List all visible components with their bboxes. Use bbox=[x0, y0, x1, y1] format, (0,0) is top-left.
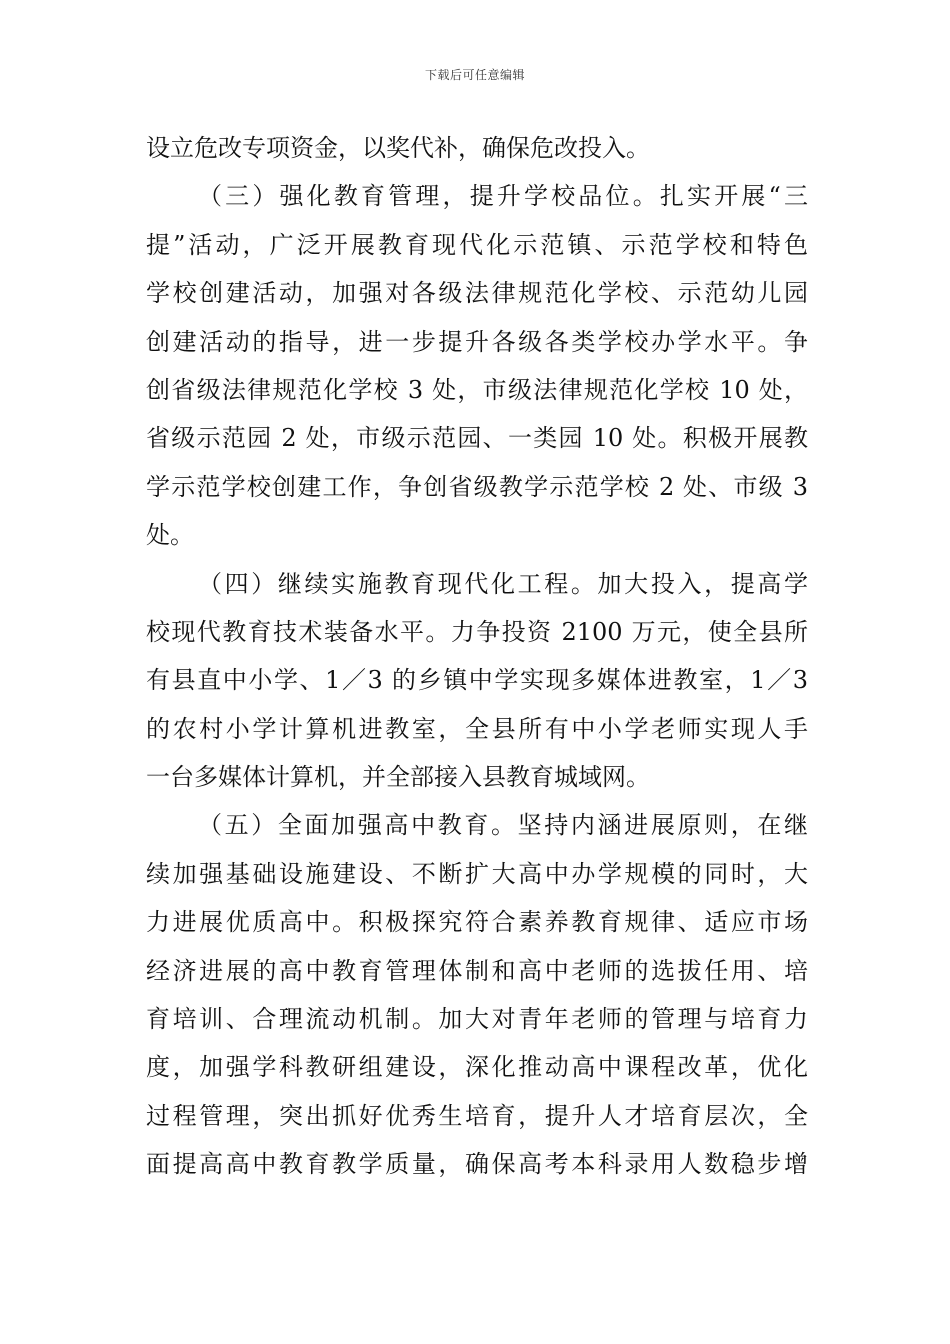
text-line: 面提高高中教育教学质量，确保高考本科录用人数稳步增 bbox=[146, 1150, 808, 1179]
text-line: 的农村小学计算机进教室，全县所有中小学老师实现人手 bbox=[146, 714, 808, 743]
text-line: 育培训、合理流动机制。加大对青年老师的管理与培育力 bbox=[146, 1005, 808, 1034]
page-header-note: 下载后可任意编辑 bbox=[424, 68, 525, 82]
text-line: 创省级法律规范化学校 3 处，市级法律规范化学校 10 处， bbox=[146, 375, 808, 404]
text-line: 创建活动的指导，进一步提升各级各类学校办学水平。争 bbox=[146, 327, 808, 356]
text-line: 提”活动，广泛开展教育现代化示范镇、示范学校和特色 bbox=[146, 230, 808, 259]
text-line: 度，加强学科教研组建设，深化推动高中课程改革，优化 bbox=[146, 1053, 808, 1082]
text-line: 有县直中小学、1／3 的乡镇中学实现多媒体进教室，1／3 bbox=[146, 666, 808, 695]
text-line: 校现代教育技术装备水平。力争投资 2100 万元，使全县所 bbox=[146, 617, 808, 646]
text-line: 处。 bbox=[146, 521, 194, 550]
text-line: 经济进展的高中教育管理体制和高中老师的选拔任用、培 bbox=[146, 956, 808, 985]
text-line: 学示范学校创建工作，争创省级教学示范学校 2 处、市级 3 bbox=[146, 472, 808, 501]
document-body bbox=[146, 124, 808, 1189]
text-line: （五）全面加强高中教育。坚持内涵进展原则，在继 bbox=[198, 811, 808, 840]
text-line: 省级示范园 2 处，市级示范园、一类园 10 处。积极开展教 bbox=[146, 424, 808, 453]
text-line: 续加强基础设施建设、不断扩大高中办学规模的同时，大 bbox=[146, 859, 808, 888]
text-line: （三）强化教育管理，提升学校品位。扎实开展“三 bbox=[198, 182, 808, 211]
text-line: 设立危改专项资金，以奖代补，确保危改投入。 bbox=[146, 134, 650, 162]
text-line: 力进展优质高中。积极探究符合素养教育规律、适应市场 bbox=[146, 908, 808, 937]
text-line: （四）继续实施教育现代化工程。加大投入，提高学 bbox=[198, 569, 808, 598]
text-line: 一台多媒体计算机，并全部接入县教育城域网。 bbox=[146, 763, 650, 792]
text-line: 过程管理，突出抓好优秀生培育，提升人才培育层次，全 bbox=[146, 1101, 808, 1130]
text-line: 学校创建活动，加强对各级法律规范化学校、示范幼儿园 bbox=[146, 279, 808, 308]
